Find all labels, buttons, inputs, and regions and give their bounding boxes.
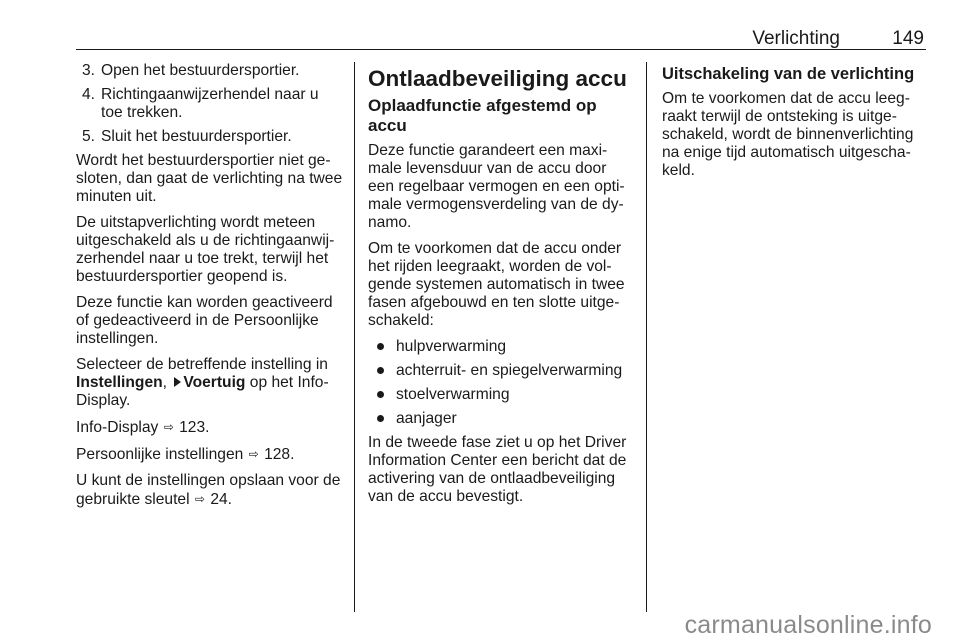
reference-page: 128. xyxy=(264,446,295,463)
bullet-icon xyxy=(377,343,384,350)
reference-label: Info-Display xyxy=(76,419,159,436)
list-text: Sluit het bestuurdersportier. xyxy=(101,128,292,145)
column-left xyxy=(76,62,344,517)
paragraph: In de tweede fase ziet u op het Driver Information Center een bericht dat de activering van de ontlaadbeveiliging van de accu bevestigt. xyxy=(368,434,627,505)
text: Selecteer de betreffende instelling in xyxy=(76,356,328,373)
list-item xyxy=(76,86,344,122)
paragraph: Om te voorkomen dat de accu onder het rijden leegraakt, worden de vol-gende systemen automatisch in twee fasen afgebouwd en ten slotte uitge-schakeld: xyxy=(368,240,625,329)
list-number: 3. xyxy=(82,62,96,79)
list-item xyxy=(76,62,344,80)
menu-arrow-icon xyxy=(174,377,181,387)
reference xyxy=(76,445,344,464)
list-text: Open het bestuurdersportier. xyxy=(101,62,300,79)
list-item xyxy=(76,128,344,146)
paragraph xyxy=(76,356,344,410)
section-title: Verlichting xyxy=(752,28,840,49)
paragraph: Deze functie garandeert een maxi-male levensduur van de accu door een regelbaar vermogen en een opti-male vermogensverdeling van de dy-namo. xyxy=(368,142,625,231)
bullet-text: stoelverwarming xyxy=(396,386,510,403)
page-reference-icon: ⇨ xyxy=(163,420,174,434)
bullet-item xyxy=(368,362,632,380)
bullet-item xyxy=(368,338,632,356)
column-divider xyxy=(646,62,647,612)
paragraph: Deze functie kan worden geactiveerd of gedeactiveerd in de Persoonlijke instellingen. xyxy=(76,294,333,347)
paragraph: Om te voorkomen dat de accu leeg-raakt terwijl de ontsteking is uitge-schakeld, wordt de binnenverlichting na enige tijd automatisch uitgescha-keld. xyxy=(662,90,914,179)
bullet-item xyxy=(368,410,632,428)
page-reference-icon: ⇨ xyxy=(194,492,205,506)
section-heading: Ontlaadbeveiliging accu xyxy=(368,66,627,91)
menu-path-vehicle: Voertuig xyxy=(183,374,246,391)
paragraph: Wordt het bestuurdersportier niet ge-sloten, dan gaat de verlichting na twee minuten uit. xyxy=(76,152,343,205)
column-middle xyxy=(368,62,632,514)
menu-path-settings: Instellingen xyxy=(76,374,163,391)
list-number: 4. xyxy=(82,86,96,103)
bullet-text: hulpverwarming xyxy=(396,338,507,355)
page-reference-icon: ⇨ xyxy=(248,447,259,461)
text: , xyxy=(162,374,167,391)
text: op het Info-Display. xyxy=(76,374,329,409)
list-text: Richtingaanwijzerhendel naar u toe trekken. xyxy=(101,86,319,121)
paragraph: De uitstapverlichting wordt meteen uitgeschakeld als u de richtingaanwij-zerhendel naar u toe trekt, terwijl het bestuurdersportier geopend is. xyxy=(76,214,335,285)
bullet-icon xyxy=(377,391,384,398)
page-number: 149 xyxy=(892,28,924,49)
bullet-text: achterruit- en spiegelverwarming xyxy=(396,362,623,379)
reference xyxy=(76,418,344,437)
bullet-icon xyxy=(377,367,384,374)
text: U kunt de instellingen opslaan voor de gebruikte sleutel xyxy=(76,472,341,508)
list-number: 5. xyxy=(82,128,96,145)
subsection-heading: Oplaadfunctie afgestemd op accu xyxy=(368,96,597,135)
section-heading: Uitschakeling van de verlichting xyxy=(662,65,915,83)
bullet-text: aanjager xyxy=(396,410,457,427)
reference-label: Persoonlijke instellingen xyxy=(76,446,244,463)
page-header xyxy=(76,26,926,50)
reference-page: 24. xyxy=(210,491,232,508)
column-right xyxy=(662,62,926,188)
paragraph xyxy=(76,472,344,509)
reference-page: 123. xyxy=(179,419,210,436)
bullet-icon xyxy=(377,415,384,422)
watermark: carmanualsonline.info xyxy=(684,611,932,639)
bullet-item xyxy=(368,386,632,404)
column-divider xyxy=(354,62,355,612)
